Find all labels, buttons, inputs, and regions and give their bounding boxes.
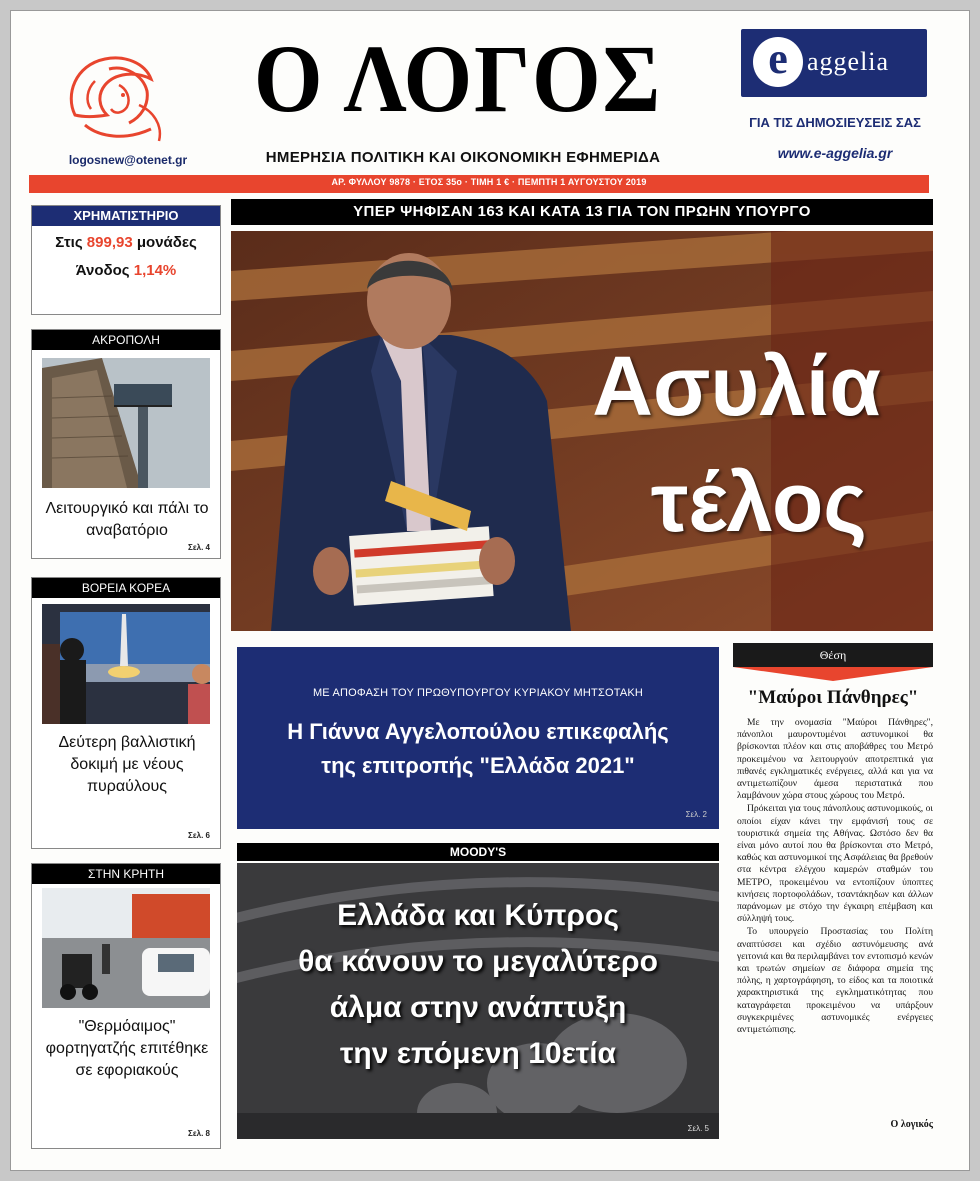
column-paragraph: Πρόκειται για τους πάνοπλους αστυνομικούς, οι οποίοι είχαν κάνει την εμφάνισή τους σε τουριστικά σημεία της Αθήνας. Ωστόσο δεν θα είναι μόνο αυτοί που θα βρίσκονται στο Μετρό, καθώς και αστυνομικοί της Ασφάλειας θα βρεθούν στα κέντρα ελέγχου καμερών σταθμών του ΜΕΤΡΟ, προκειμένου να εντοπίζουν ύποπτες κινήσεις πορτοφολάδων, τσαντάκηδων και άλλων παράνομων με στόχο την έγκαιρη επέμβαση και σύλληψή τους. xyxy=(737,803,933,925)
side-story-page: Σελ. 8 xyxy=(188,1129,210,1138)
ad-slogan: ΓΙΑ ΤΙΣ ΔΗΜΟΣΙΕΥΣΕΙΣ ΣΑΣ xyxy=(749,115,921,130)
ad-url: www.e-aggelia.gr xyxy=(777,145,893,161)
side-story-headline: "Θερμόαιμος" φορτηγατζής επιτέθηκε σε εφοριακούς xyxy=(45,1018,209,1079)
lead-headline-line1: Ασυλία xyxy=(592,339,881,433)
acropolis-elevator-photo xyxy=(42,358,210,488)
side-story-crete[interactable] xyxy=(31,863,221,1149)
second-story-kicker: ΜΕ ΑΠΟΦΑΣΗ ΤΟΥ ΠΡΩΘΥΠΟΥΡΓΟΥ ΚΥΡΙΑΚΟΥ ΜΗΤΣΟΤΑΚΗ xyxy=(312,687,644,699)
lead-story-photo[interactable] xyxy=(231,231,933,631)
column-body xyxy=(737,717,933,1037)
issue-info-text: ΑΡ. ΦΥΛΛΟΥ 9878 · ΕΤΟΣ 35ο · ΤΙΜΗ 1 € · ΠΕΜΠΤΗ 1 ΑΥΓΟΥΣΤΟΥ 2019 xyxy=(331,177,647,187)
column-signature: Ο λογικός xyxy=(890,1119,933,1130)
newspaper-logo-mark xyxy=(55,45,173,153)
stock-market-box xyxy=(31,205,221,315)
stock-change-line: Άνοδος 1,14% xyxy=(75,262,177,279)
third-story-photo[interactable] xyxy=(237,863,719,1139)
third-story-headline: Ελλάδα και Κύπρος θα κάνουν το μεγαλύτερο άλμα στην ανάπτυξη την επόμενη 10ετία xyxy=(298,899,658,1070)
column-label: Θέση xyxy=(733,643,933,667)
e-aggelia-ad xyxy=(741,29,927,97)
side-story-headline: Λειτουργικό και πάλι το αναβατόριο xyxy=(45,500,209,539)
crete-street-photo xyxy=(42,888,210,1008)
second-story-headline: Η Γιάννα Αγγελοπούλου επικεφαλής της επιτροπής "Ελλάδα 2021" xyxy=(287,719,669,778)
side-story-acropolis[interactable] xyxy=(31,329,221,559)
side-story-page: Σελ. 6 xyxy=(188,831,210,840)
column-title: "Μαύροι Πάνθηρες" xyxy=(747,687,919,708)
column-paragraph: Το υπουργείο Προστασίας του Πολίτη αναπτύσσει και σχέδιο αστυνόμευσης ανά γειτονιά και θα περιλαμβάνει τον εντοπισμό κενών και τρωτών σημείων σε διάφορα σημεία της πόλης, η χαρτογράφηση, το είδος και τα ποιοτικά χαρακτηριστικά της εγκληματικότητας που καταγράφεται προκειμένου να υπάρξουν συγκεκριμένες αστυνομικές ενέργειες αντιμετώπισης. xyxy=(737,926,933,1036)
stock-index-value: 899,93 xyxy=(86,234,133,251)
third-story-kicker: MOODY'S xyxy=(237,843,719,861)
second-story-page: Σελ. 2 xyxy=(685,810,707,819)
contact-email: logosnew@otenet.gr xyxy=(68,153,188,167)
masthead-subtitle: ΗΜΕΡΗΣΙΑ ΠΟΛΙΤΙΚΗ ΚΑΙ ΟΙΚΟΝΟΜΙΚΗ ΕΦΗΜΕΡΙΔΑ xyxy=(265,149,661,166)
stock-market-title: ΧΡΗΜΑΤΙΣΤΗΡΙΟ xyxy=(32,206,220,226)
stock-index-line: Στις 899,93 μονάδες xyxy=(55,234,197,251)
lead-story-kicker: ΥΠΕΡ ΨΗΦΙΣΑΝ 163 ΚΑΙ ΚΑΤΑ 13 ΓΙΑ ΤΟΝ ΠΡΩΗΝ ΥΠΟΥΡΓΟ xyxy=(231,199,933,225)
stock-change-value: 1,14% xyxy=(133,262,177,279)
e-aggelia-logo-icon: e xyxy=(753,37,803,87)
side-story-north-korea[interactable] xyxy=(31,577,221,849)
missile-launch-photo xyxy=(42,604,210,724)
side-story-headline: Δεύτερη βαλλιστική δοκιμή με νέους πυραύλους xyxy=(58,734,196,795)
side-story-page: Σελ. 4 xyxy=(188,543,210,552)
side-story-kicker: ΒΟΡΕΙΑ ΚΟΡΕΑ xyxy=(32,578,220,598)
newspaper-front-page xyxy=(10,10,970,1171)
e-aggelia-logo-text: aggelia xyxy=(807,47,890,76)
column-paragraph: Με την ονομασία "Μαύροι Πάνθηρες", πάνοπλοι μαυροντυμένοι αστυνομικοί θα βρίσκονται πλέον και στις αποβάθρες του Μετρό προκειμένου να λειτουργούν αποτρεπτικά για πιθανές εγκληματικές ενέργειες, αλλά και για να αντιμετωπίζουν άμεσα περιστατικά που λαμβάνουν χώρα στους χώρους του Μετρό. xyxy=(737,717,933,802)
third-story-page: Σελ. 5 xyxy=(687,1124,709,1133)
lead-headline-line2: τέλος xyxy=(650,455,867,549)
side-story-kicker: ΑΚΡΟΠΟΛΗ xyxy=(32,330,220,350)
column-label-arrow xyxy=(733,667,933,681)
side-story-kicker: ΣΤΗΝ ΚΡΗΤΗ xyxy=(32,864,220,884)
issue-info-bar xyxy=(29,175,929,193)
second-story-box[interactable] xyxy=(237,647,719,829)
masthead-title: Ο ΛΟΓΟΣ xyxy=(253,25,663,132)
